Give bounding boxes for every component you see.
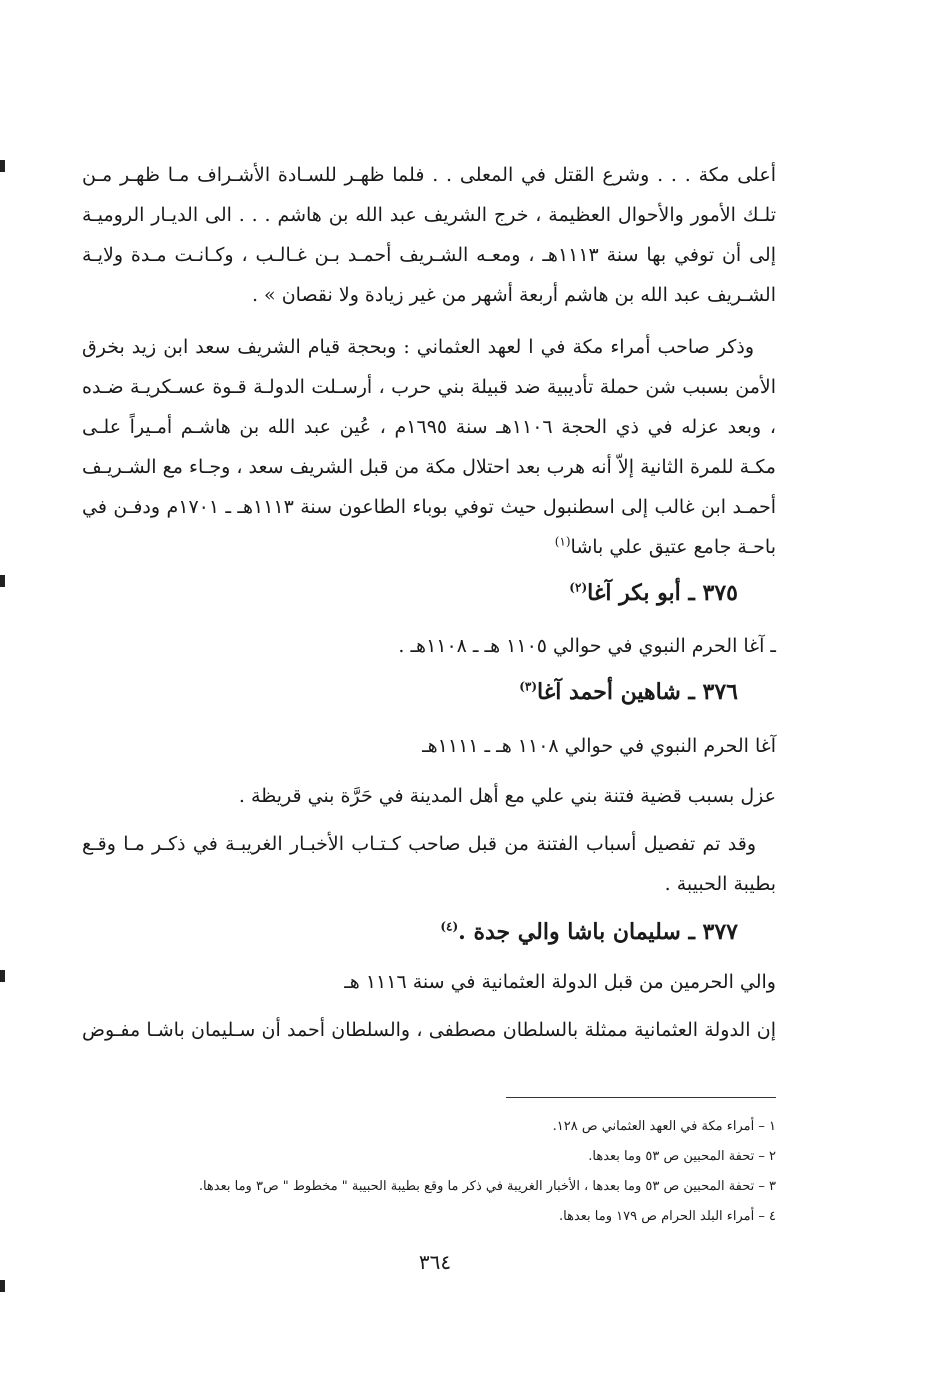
paragraph-continuation bbox=[82, 155, 776, 315]
paragraph-body bbox=[82, 327, 776, 567]
entry-376-paragraph bbox=[82, 824, 776, 904]
scan-edge-mark bbox=[0, 1280, 5, 1292]
paragraph-text: وذكر صاحب أمراء مكة في ا لعهد العثماني : وبحجة قيام الشريف سعد ابن زيد بخرق الأمن بسبب شن حملة تأديبية ضد قبيلة بني حرب ، أرسـلت الدولـة قـوة عسـكريـة ضـده ، وبعد عزله في ذي الحجة ١١٠٦هـ سنة ١٦٩٥م ، عُين عبد الله بن هاشـم أمـيراً علـى مكـة للمرة الثانية إلاّ أنه هرب بعد احتلال مكة من قبل الشريف سعد ، وجـاء مع الشـريـف أحمـد ابن غالب إلى اسطنبول حيث توفي بوباء الطاعون سنة ١١١٣هـ ـ ١٧٠١م ودفـن في باحـة جامع عتيق علي باشا bbox=[82, 336, 776, 558]
paragraph-text: وقد تم تفصيل أسباب الفتنة من قبل صاحب كـتـاب الأخبـار الغريبـة في ذكـر مـا وقـع بطيبة الحبيبة . bbox=[82, 833, 776, 895]
scan-edge-mark bbox=[0, 575, 5, 587]
scan-edge-mark bbox=[0, 970, 5, 982]
entry-title: ٣٧٦ ـ شاهين أحمد آغا bbox=[537, 679, 738, 705]
footnote-item: ٣ – تحفة المحبين ص ٥٣ وما بعدها ، الأخبار الغريبة في ذكر ما وقع بطيبة الحبيبة " مخطوط " ص٣ وما بعدها. bbox=[198, 1179, 776, 1194]
footnotes bbox=[199, 1112, 776, 1232]
entry-375-text: ـ آغا الحرم النبوي في حوالي ١١٠٥ هـ ـ ١١٠٨هـ . bbox=[398, 635, 776, 657]
scan-edge-mark bbox=[0, 160, 5, 172]
footnote-ref: (٤) bbox=[440, 919, 459, 934]
entry-376-line-1: آغا الحرم النبوي في حوالي ١١٠٨ هـ ـ ١١١١هـ bbox=[422, 735, 776, 757]
footnote-ref: (٣) bbox=[519, 679, 538, 694]
entry-375-heading bbox=[569, 573, 738, 613]
entry-376-line-2: عزل بسبب قضية فتنة بني علي مع أهل المدينة في حَرَّة بني قريظة . bbox=[238, 785, 776, 807]
entry-title: ٣٧٥ ـ أبو بكر آغا bbox=[587, 580, 738, 606]
page-number: ٣٦٤ bbox=[418, 1250, 452, 1274]
entry-376-heading bbox=[519, 672, 738, 712]
entry-377-heading bbox=[440, 912, 738, 952]
entry-title: ٣٧٧ ـ سليمان باشا والي جدة . bbox=[458, 919, 738, 945]
footnote-item: ١ – أمراء مكة في العهد العثماني ص ١٢٨. bbox=[552, 1119, 776, 1134]
paragraph-text: أعلى مكة . . . وشرع القتل في المعلى . . فلما ظهـر للسـادة الأشـراف مـا ظهـر مـن تلـك الأمور والأحوال العظيمة ، خرج الشريف عبد الله بن هاشم . . . الى الديـار الروميـة إلى أن توفي بها سنة ١١١٣هـ ، ومعـه الشـريف أحمـد بـن غـالـب ، وكـانـت مـدة ولايـة الشـريف عبد الله بن هاشم أربعة أشهر من غير زيادة ولا نقصان » . bbox=[82, 164, 776, 306]
paragraph-umara-makka bbox=[82, 327, 776, 567]
footnote-ref: (١) bbox=[554, 534, 571, 549]
footnote-divider bbox=[506, 1097, 776, 1098]
footnote-item: ٢ – تحفة المحبين ص ٥٣ وما بعدها. bbox=[588, 1149, 776, 1164]
footnote-item: ٤ – أمراء البلد الحرام ص ١٧٩ وما بعدها. bbox=[559, 1209, 776, 1224]
entry-377-line-2: إن الدولة العثمانية ممثلة بالسلطان مصطفى ، والسلطان أحمد أن سـليمان باشـا مفـوض bbox=[82, 1019, 776, 1041]
footnote-ref: (٢) bbox=[569, 580, 588, 595]
entry-377-line-1: والي الحرمين من قبل الدولة العثمانية في سنة ١١١٦ هـ bbox=[344, 971, 776, 993]
